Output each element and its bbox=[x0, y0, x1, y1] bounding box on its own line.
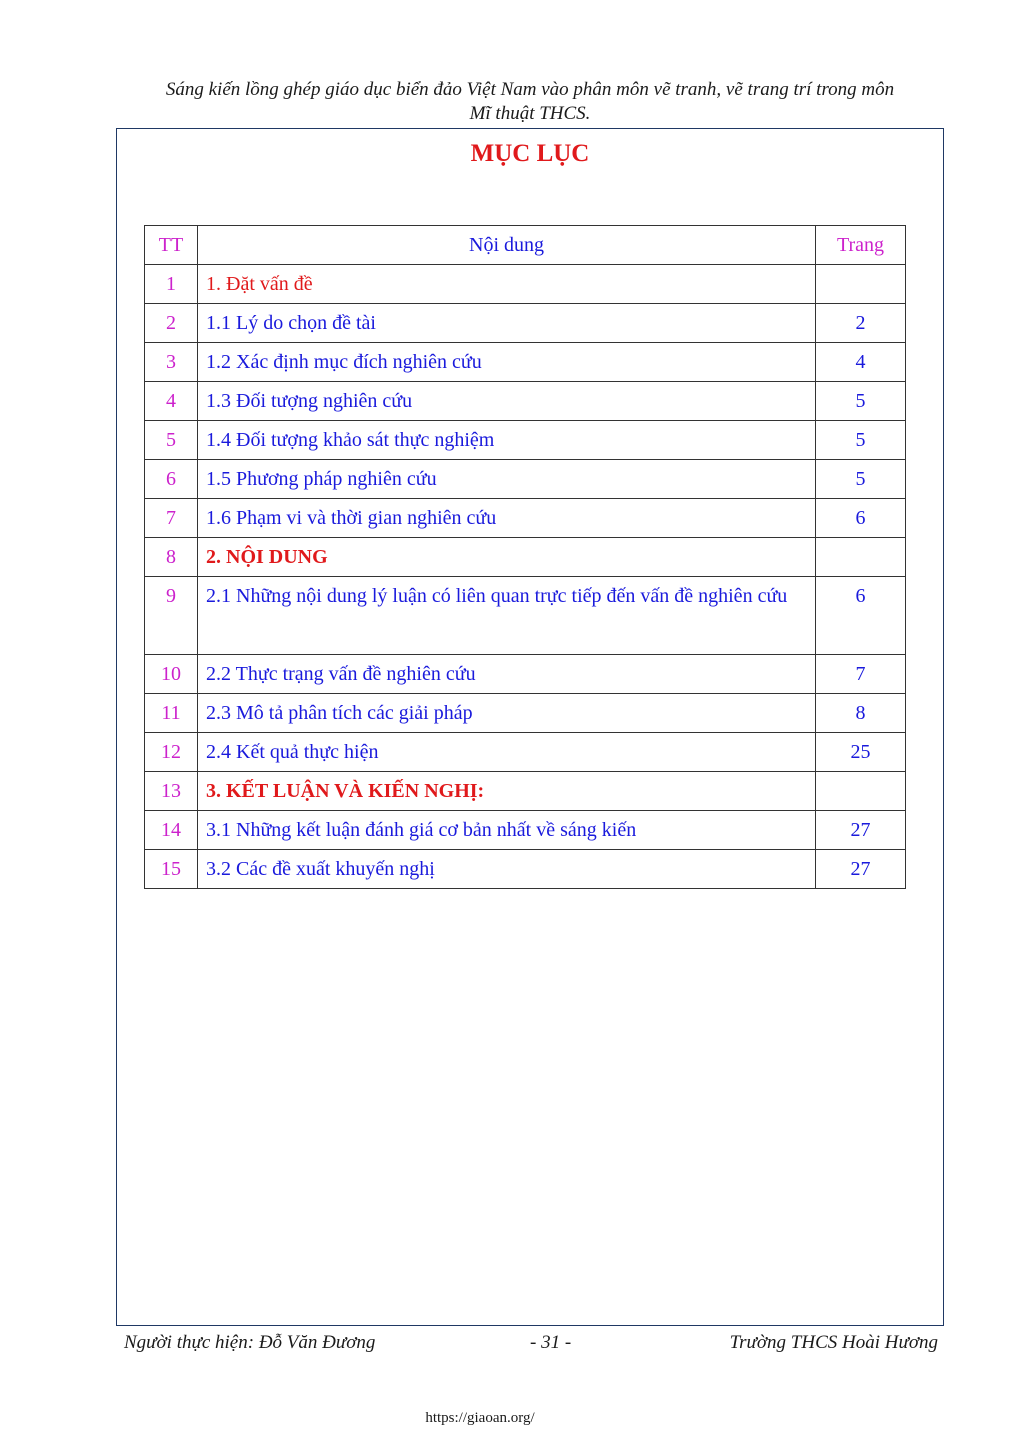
row-content: 2. NỘI DUNG bbox=[198, 538, 816, 577]
row-page: 2 bbox=[816, 304, 906, 343]
row-page: 4 bbox=[816, 343, 906, 382]
row-content: 2.3 Mô tả phân tích các giải pháp bbox=[198, 694, 816, 733]
row-number: 7 bbox=[145, 499, 198, 538]
table-row bbox=[145, 460, 906, 499]
row-page: 25 bbox=[816, 733, 906, 772]
row-content: 3.1 Những kết luận đánh giá cơ bản nhất về sáng kiến bbox=[198, 811, 816, 850]
row-page: 8 bbox=[816, 694, 906, 733]
row-number: 6 bbox=[145, 460, 198, 499]
row-page: 6 bbox=[816, 499, 906, 538]
row-number: 9 bbox=[145, 577, 198, 655]
row-page bbox=[816, 538, 906, 577]
row-content: 1.4 Đối tượng khảo sát thực nghiệm bbox=[198, 421, 816, 460]
row-page: 5 bbox=[816, 421, 906, 460]
row-number: 8 bbox=[145, 538, 198, 577]
header-tt: TT bbox=[145, 226, 198, 265]
row-number: 14 bbox=[145, 811, 198, 850]
header-line-2: Mĩ thuật THCS. bbox=[469, 103, 591, 124]
table-row bbox=[145, 499, 906, 538]
table-row bbox=[145, 850, 906, 889]
row-content: 1.6 Phạm vi và thời gian nghiên cứu bbox=[198, 499, 816, 538]
row-page: 27 bbox=[816, 811, 906, 850]
row-number: 2 bbox=[145, 304, 198, 343]
table-row bbox=[145, 421, 906, 460]
table-row bbox=[145, 538, 906, 577]
source-url: https://giaoan.org/ bbox=[425, 1410, 535, 1426]
row-number: 13 bbox=[145, 772, 198, 811]
table-row bbox=[145, 265, 906, 304]
row-number: 11 bbox=[145, 694, 198, 733]
document-footer bbox=[120, 1332, 940, 1358]
document-header bbox=[120, 78, 940, 126]
row-content: 2.4 Kết quả thực hiện bbox=[198, 733, 816, 772]
footer-page-number: - 31 - bbox=[530, 1332, 572, 1353]
row-content: 1.2 Xác định mục đích nghiên cứu bbox=[198, 343, 816, 382]
row-number: 12 bbox=[145, 733, 198, 772]
row-content: 3.2 Các đề xuất khuyến nghị bbox=[198, 850, 816, 889]
row-content: 1.3 Đối tượng nghiên cứu bbox=[198, 382, 816, 421]
row-content: 2.1 Những nội dung lý luận có liên quan trực tiếp đến vấn đề nghiên cứu bbox=[198, 577, 816, 655]
table-row bbox=[145, 382, 906, 421]
row-number: 4 bbox=[145, 382, 198, 421]
table-of-contents bbox=[144, 225, 906, 889]
header-line-1: Sáng kiến lồng ghép giáo dục biển đảo Việt Nam vào phân môn vẽ tranh, vẽ trang trí trong môn bbox=[165, 79, 895, 100]
row-content: 1.5 Phương pháp nghiên cứu bbox=[198, 460, 816, 499]
row-page: 5 bbox=[816, 460, 906, 499]
table-row bbox=[145, 655, 906, 694]
row-page: 6 bbox=[816, 577, 906, 655]
page-title: MỤC LỤC bbox=[470, 140, 590, 167]
table-row bbox=[145, 343, 906, 382]
row-page: 7 bbox=[816, 655, 906, 694]
row-number: 5 bbox=[145, 421, 198, 460]
row-number: 3 bbox=[145, 343, 198, 382]
table-row bbox=[145, 811, 906, 850]
table-row bbox=[145, 733, 906, 772]
table-row bbox=[145, 577, 906, 655]
row-content: 1.1 Lý do chọn đề tài bbox=[198, 304, 816, 343]
row-page bbox=[816, 265, 906, 304]
footer-school: Trường THCS Hoài Hương bbox=[729, 1332, 938, 1353]
header-page: Trang bbox=[816, 226, 906, 265]
row-content: 3. KẾT LUẬN VÀ KIẾN NGHỊ: bbox=[198, 772, 816, 811]
row-content: 1. Đặt vấn đề bbox=[198, 265, 816, 304]
header-content: Nội dung bbox=[198, 226, 816, 265]
row-number: 1 bbox=[145, 265, 198, 304]
table-row bbox=[145, 772, 906, 811]
footer-author: Người thực hiện: Đỗ Văn Đương bbox=[124, 1332, 376, 1353]
table-row bbox=[145, 694, 906, 733]
table-row bbox=[145, 304, 906, 343]
row-content: 2.2 Thực trạng vấn đề nghiên cứu bbox=[198, 655, 816, 694]
row-number: 10 bbox=[145, 655, 198, 694]
row-number: 15 bbox=[145, 850, 198, 889]
row-page: 5 bbox=[816, 382, 906, 421]
row-page bbox=[816, 772, 906, 811]
row-page: 27 bbox=[816, 850, 906, 889]
table-header-row bbox=[145, 226, 906, 265]
